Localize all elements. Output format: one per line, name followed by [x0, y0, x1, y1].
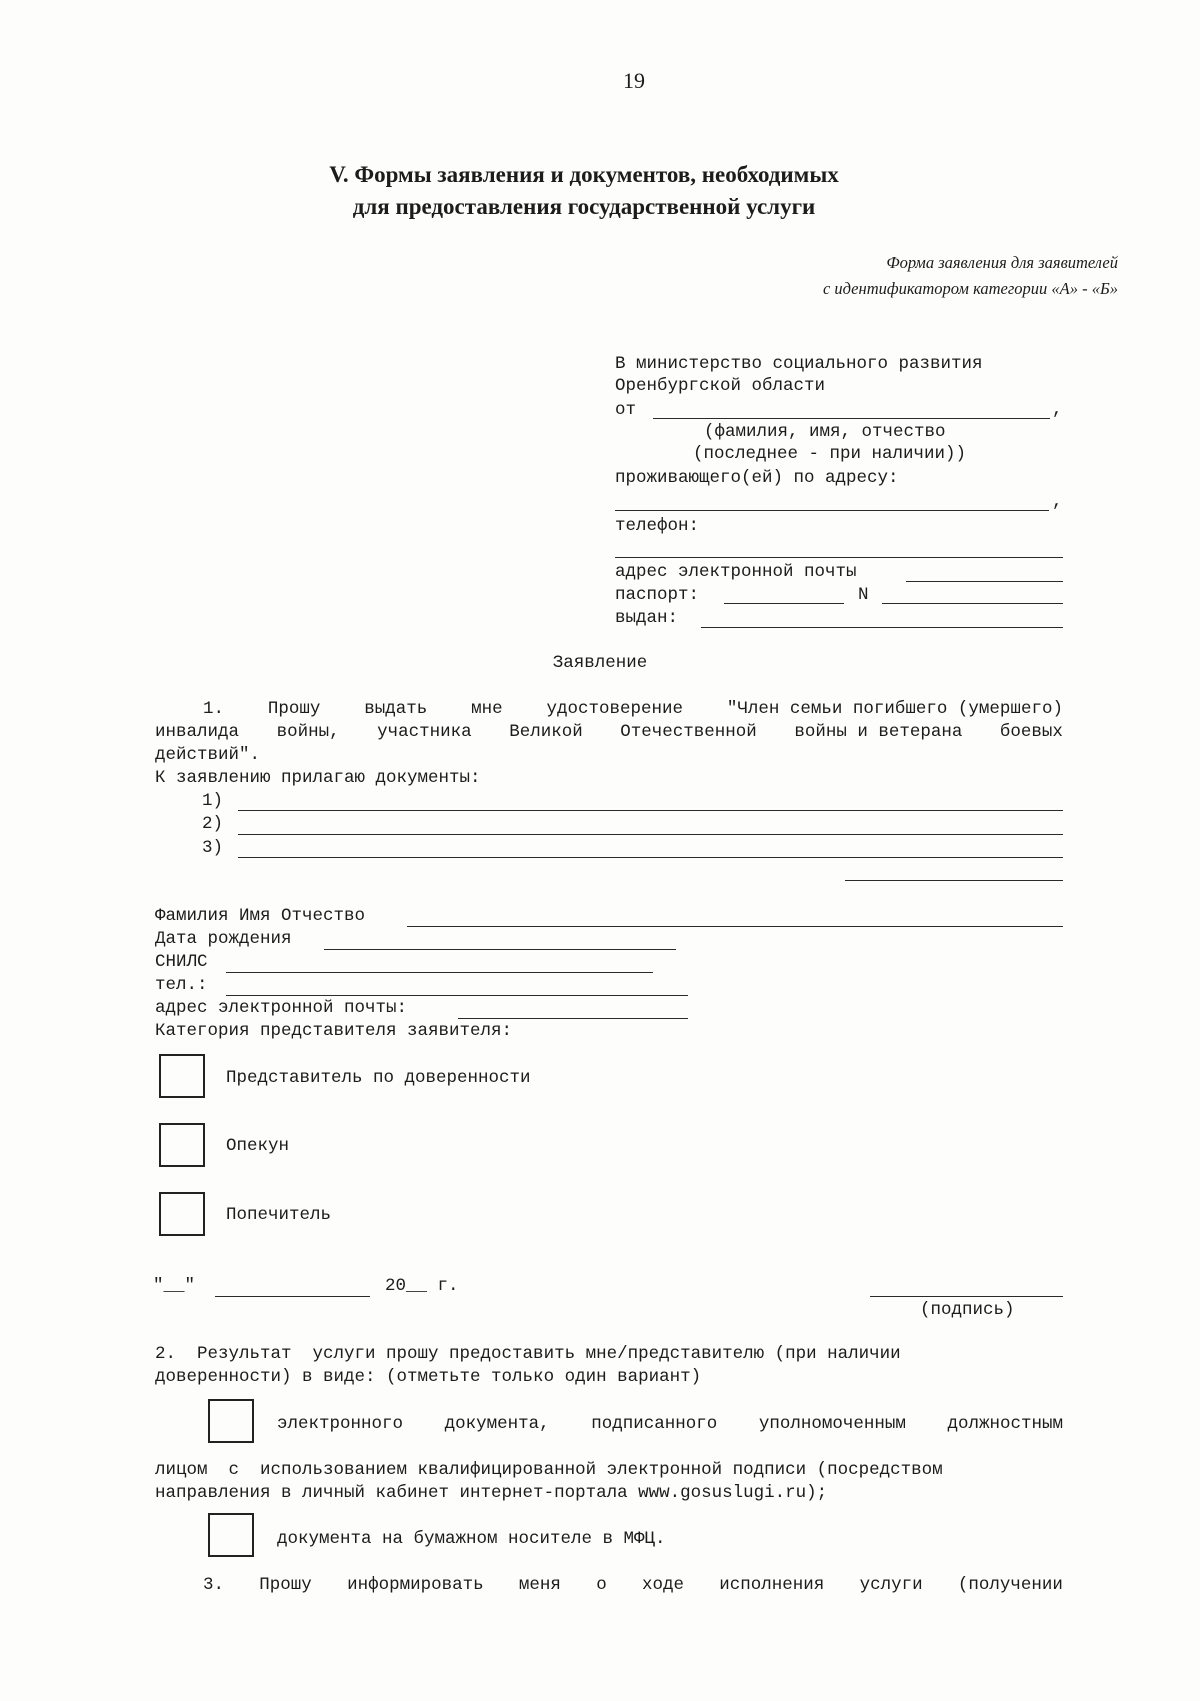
signature-field[interactable] — [870, 1296, 1063, 1297]
date-month-field[interactable] — [215, 1296, 370, 1297]
word: Прошу — [267, 699, 321, 719]
word: участника — [377, 722, 472, 742]
word: войны, — [276, 722, 340, 742]
option-proxy-label: Представитель по доверенности — [226, 1068, 531, 1088]
attach-item-1-label: 1) — [202, 791, 224, 811]
addressee-line-1: В министерство социального развития — [615, 354, 983, 374]
attach-item-1-field[interactable] — [238, 810, 1063, 811]
word: документа, — [444, 1414, 550, 1434]
word: ходе — [642, 1575, 685, 1595]
form-note-line-1: Форма заявления для заявителей — [886, 253, 1118, 272]
word: уполномоченным — [758, 1414, 906, 1434]
checkbox-paper-document[interactable] — [208, 1513, 254, 1557]
attach-item-3-label: 3) — [202, 838, 224, 858]
para2-line-1: 2. Результат услуги прошу предоставить мне/представителю (при наличии — [155, 1344, 901, 1364]
word: "Член семьи погибшего (умершего) — [726, 699, 1063, 719]
word: Отечественной — [620, 722, 757, 742]
passport-series-field[interactable] — [724, 603, 844, 604]
para2-option-1-cont-1: лицом с использованием квалифицированной электронной подписи (посредством — [155, 1460, 943, 1480]
word: Великой — [509, 722, 583, 742]
word: электронного — [277, 1414, 404, 1434]
word: выдать — [364, 699, 428, 719]
word: 3. — [203, 1575, 225, 1595]
word: боевых — [999, 722, 1063, 742]
word: 1. — [203, 699, 225, 719]
para2-option-2: документа на бумажном носителе в МФЦ. — [277, 1529, 666, 1549]
email-label: адрес электронной почты — [615, 562, 857, 582]
rep-tel-label: тел.: — [155, 975, 208, 995]
para1-line-2 — [155, 721, 1063, 743]
rep-fio-field[interactable] — [407, 926, 1063, 927]
issued-field[interactable] — [701, 627, 1063, 628]
checkbox-proxy[interactable] — [159, 1054, 205, 1098]
fio-hint-line-2: (последнее - при наличии)) — [693, 444, 967, 464]
para3-line-1 — [155, 1574, 1063, 1596]
comma: , — [1052, 492, 1063, 512]
para2-option-1 — [277, 1413, 1063, 1435]
rep-birth-label: Дата рождения — [155, 929, 292, 949]
para1-line-1 — [155, 698, 1063, 720]
comma: , — [1052, 400, 1063, 420]
checkbox-electronic-document[interactable] — [208, 1399, 254, 1443]
attach-extra-field[interactable] — [845, 880, 1063, 881]
passport-no-label: N — [858, 585, 869, 605]
attach-item-2-field[interactable] — [238, 834, 1063, 835]
email-field[interactable] — [906, 581, 1063, 582]
signature-hint: (подпись) — [920, 1300, 1015, 1320]
word: информировать — [347, 1575, 484, 1595]
para1-line-3: действий". — [155, 745, 261, 765]
section-title-line-2: для предоставления государственной услуги — [352, 194, 816, 219]
rep-snils-field[interactable] — [226, 972, 653, 973]
page-number: 19 — [623, 68, 645, 93]
passport-label: паспорт: — [615, 585, 700, 605]
word: (получении — [957, 1575, 1063, 1595]
from-fio-field[interactable] — [653, 418, 1050, 419]
date-day: "__" — [153, 1276, 196, 1296]
section-title-line-1: V. Формы заявления и документов, необходимых — [329, 162, 839, 187]
word: инвалида — [155, 722, 240, 742]
checkbox-guardian[interactable] — [159, 1123, 205, 1167]
attach-item-3-field[interactable] — [238, 857, 1063, 858]
option-trustee-label: Попечитель — [226, 1205, 332, 1225]
rep-birth-field[interactable] — [324, 949, 676, 950]
date-year: 20__ г. — [385, 1276, 459, 1296]
issued-label: выдан: — [615, 608, 679, 628]
word: должностным — [947, 1414, 1063, 1434]
word: подписанного — [591, 1414, 718, 1434]
phone-label: телефон: — [615, 516, 700, 536]
checkbox-trustee[interactable] — [159, 1192, 205, 1236]
word: войны и ветерана — [794, 722, 963, 742]
word: услуги — [859, 1575, 923, 1595]
option-guardian-label: Опекун — [226, 1136, 290, 1156]
rep-category-label: Категория представителя заявителя: — [155, 1021, 513, 1041]
word: исполнения — [719, 1575, 825, 1595]
addressee-line-2: Оренбургской области — [615, 376, 826, 396]
word: мне — [471, 699, 503, 719]
rep-email-label: адрес электронной почты: — [155, 998, 408, 1018]
word: меня — [518, 1575, 561, 1595]
attach-item-2-label: 2) — [202, 814, 224, 834]
para2-line-2: доверенности) в виде: (отметьте только один вариант) — [155, 1367, 702, 1387]
fio-hint-line-1: (фамилия, имя, отчество — [704, 422, 946, 442]
address-label: проживающего(ей) по адресу: — [615, 468, 899, 488]
address-field[interactable] — [615, 510, 1049, 511]
attach-label: К заявлению прилагаю документы: — [155, 768, 481, 788]
rep-snils-label: СНИЛС — [155, 952, 208, 972]
rep-email-field[interactable] — [458, 1018, 688, 1019]
word: Прошу — [259, 1575, 312, 1595]
word: удостоверение — [546, 699, 684, 719]
from-label: от — [615, 400, 637, 420]
para2-option-1-cont-2: направления в личный кабинет интернет-портала www.gosuslugi.ru); — [155, 1483, 828, 1503]
statement-title: Заявление — [552, 653, 648, 673]
form-note-line-2: с идентификатором категории «А» - «Б» — [822, 279, 1118, 298]
phone-field[interactable] — [615, 557, 1063, 558]
word: о — [596, 1575, 607, 1595]
rep-tel-field[interactable] — [226, 995, 688, 996]
rep-fio-label: Фамилия Имя Отчество — [155, 906, 366, 926]
passport-number-field[interactable] — [882, 603, 1063, 604]
